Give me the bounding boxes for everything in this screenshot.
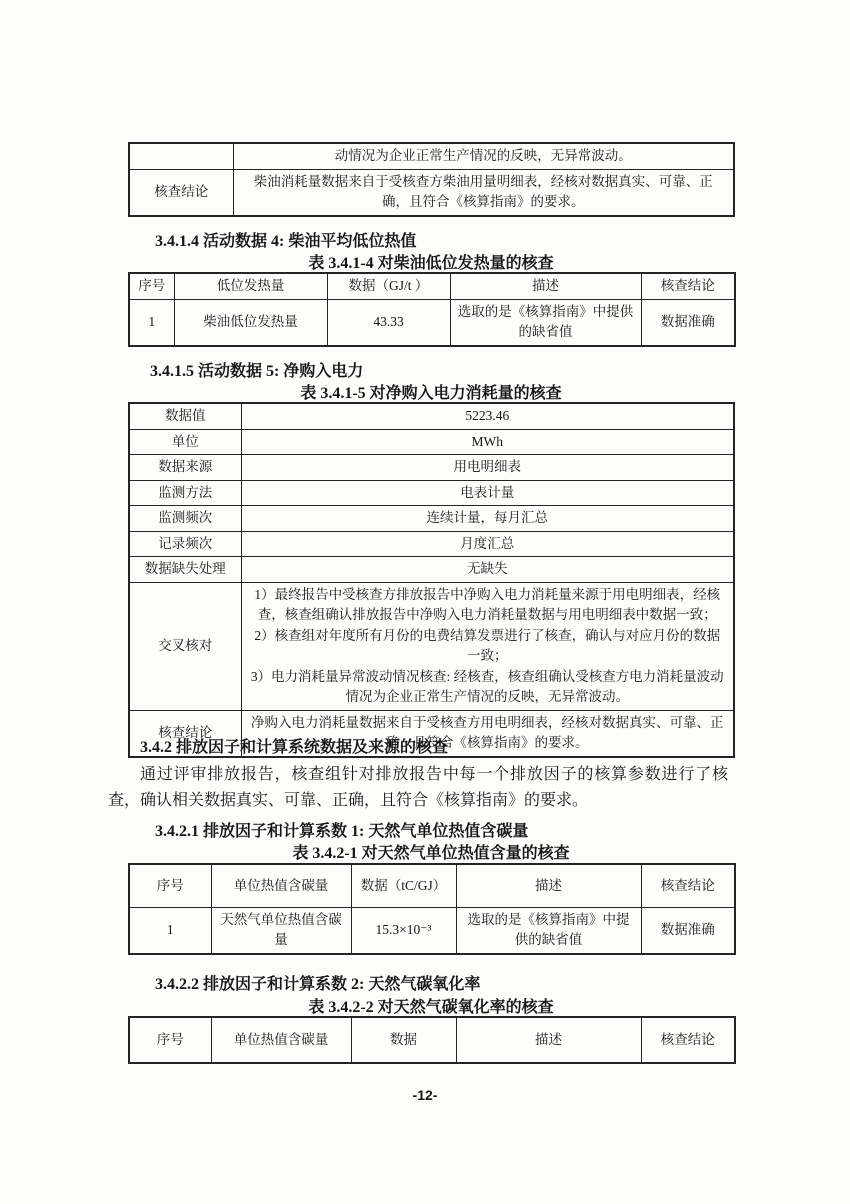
cell-desc: 选取的是《核算指南》中提供的缺省值 bbox=[450, 299, 641, 346]
table-row bbox=[129, 907, 735, 954]
header-cell-conclusion: 核查结论 bbox=[641, 1017, 735, 1063]
header-cell-param: 单位热值含碳量 bbox=[211, 864, 351, 907]
kv-label-cell: 单位 bbox=[129, 429, 241, 455]
table-row bbox=[129, 143, 734, 169]
table-row bbox=[129, 403, 734, 429]
conclusion-value-cell: 净购入电力消耗量数据来自于受核查方用电明细表，经核对数据真实、可靠、正确，且符合《核算指南》的要求。 bbox=[241, 710, 734, 757]
header-cell-data: 数据 bbox=[351, 1017, 456, 1063]
cross-check-item-3: 3）电力消耗量异常波动情况核查: 经核查，核查组确认受核查方电力消耗量波动情况为企业正常生产情况的反映，无异常波动。 bbox=[250, 668, 724, 704]
kv-label-cell: 数据缺失处理 bbox=[129, 557, 241, 583]
cell-conclusion: 数据准确 bbox=[641, 299, 735, 346]
header-cell-data: 数据（tC/GJ） bbox=[351, 864, 456, 907]
table-diesel-conclusion-continued bbox=[128, 142, 735, 217]
table-caption-3-4-1-5: 表 3.4.1-5 对净购入电力消耗量的核查 bbox=[300, 385, 562, 402]
cell-seq: 1 bbox=[129, 299, 174, 346]
kv-value-cell: 月度汇总 bbox=[241, 531, 734, 557]
header-cell-seq: 序号 bbox=[129, 864, 211, 907]
empty-label-cell bbox=[129, 143, 233, 169]
kv-label-cell: 监测频次 bbox=[129, 506, 241, 532]
cell-param: 天然气单位热值含碳量 bbox=[211, 907, 351, 954]
cell-param: 柴油低位发热量 bbox=[174, 299, 327, 346]
conclusion-label-cell: 核查结论 bbox=[129, 710, 241, 757]
cell-desc: 选取的是《核算指南》中提供的缺省值 bbox=[456, 907, 641, 954]
kv-label-cell: 数据来源 bbox=[129, 455, 241, 481]
section-heading-3-4-1-4: 3.4.1.4 活动数据 4: 柴油平均低位热值 bbox=[155, 233, 417, 250]
header-cell-desc: 描述 bbox=[450, 273, 641, 299]
table-row bbox=[129, 480, 734, 506]
conclusion-value-cell: 柴油消耗量数据来自于受核查方柴油用量明细表，经核对数据真实、可靠、正确，且符合《核算指南》的要求。 bbox=[233, 169, 734, 216]
table-row bbox=[129, 169, 734, 216]
table-row bbox=[129, 557, 734, 583]
section-paragraph-3-4-2: 通过评审排放报告，核查组针对排放报告中每一个排放因子的核算参数进行了核查，确认相关数据真实、可靠、正确，且符合《核算指南》的要求。 bbox=[108, 766, 728, 809]
table-caption-3-4-2-1: 表 3.4.2-1 对天然气单位热值含量的核查 bbox=[292, 845, 570, 862]
table-caption-3-4-1-4: 表 3.4.1-4 对柴油低位发热量的核查 bbox=[308, 255, 554, 272]
kv-value-cell: 连续计量，每月汇总 bbox=[241, 506, 734, 532]
kv-value-cell: MWh bbox=[241, 429, 734, 455]
table-header-row bbox=[129, 273, 735, 299]
table-row bbox=[129, 531, 734, 557]
kv-value-cell: 无缺失 bbox=[241, 557, 734, 583]
table-ng-carbon-content bbox=[128, 863, 736, 955]
section-heading-3-4-1-5: 3.4.1.5 活动数据 5: 净购入电力 bbox=[150, 363, 364, 380]
table-row bbox=[129, 506, 734, 532]
section-heading-3-4-2-2: 3.4.2.2 排放因子和计算系数 2: 天然气碳氧化率 bbox=[155, 976, 481, 993]
kv-value-cell: 5223.46 bbox=[241, 403, 734, 429]
overflow-text-cell: 动情况为企业正常生产情况的反映，无异常波动。 bbox=[233, 143, 734, 169]
page-number: -12- bbox=[412, 1087, 438, 1103]
table-diesel-heating-value bbox=[128, 272, 736, 347]
kv-value-cell: 用电明细表 bbox=[241, 455, 734, 481]
header-cell-param: 低位发热量 bbox=[174, 273, 327, 299]
table-caption-3-4-2-2: 表 3.4.2-2 对天然气碳氧化率的核查 bbox=[308, 999, 554, 1016]
kv-label-cell: 监测方法 bbox=[129, 480, 241, 506]
table-purchased-electricity bbox=[128, 402, 735, 758]
header-cell-conclusion: 核查结论 bbox=[641, 864, 735, 907]
section-heading-3-4-2-1: 3.4.2.1 排放因子和计算系数 1: 天然气单位热值含碳量 bbox=[155, 823, 529, 840]
header-cell-param: 单位热值含碳量 bbox=[211, 1017, 351, 1063]
cross-check-label-cell: 交叉核对 bbox=[129, 582, 241, 710]
header-cell-data: 数据（GJ/t ） bbox=[327, 273, 450, 299]
header-cell-conclusion: 核查结论 bbox=[641, 273, 735, 299]
cross-check-item-1: 1）最终报告中受核查方排放报告中净购入电力消耗量来源于用电明细表，经核查，核查组确认排放报告中净购入电力消耗量数据与用电明细表中数据一致； bbox=[254, 586, 721, 622]
cell-data: 15.3×10⁻³ bbox=[351, 907, 456, 954]
table-header-row bbox=[129, 864, 735, 907]
cell-conclusion: 数据准确 bbox=[641, 907, 735, 954]
table-row bbox=[129, 455, 734, 481]
table-row-cross-check bbox=[129, 582, 734, 710]
cell-data: 43.33 bbox=[327, 299, 450, 346]
kv-label-cell: 记录频次 bbox=[129, 531, 241, 557]
header-cell-seq: 序号 bbox=[129, 1017, 211, 1063]
table-ng-oxidation-rate bbox=[128, 1016, 736, 1064]
cross-check-value-cell bbox=[241, 582, 734, 710]
section-heading-3-4-2: 3.4.2 排放因子和计算系统数据及来源的核查 bbox=[140, 739, 449, 756]
conclusion-label-cell: 核查结论 bbox=[129, 169, 233, 216]
cross-check-item-2: 2）核查组对年度所有月份的电费结算发票进行了核查，确认与对应月份的数据一致； bbox=[254, 627, 721, 663]
kv-label-cell: 数据值 bbox=[129, 403, 241, 429]
table-header-row bbox=[129, 1017, 735, 1063]
kv-value-cell: 电表计量 bbox=[241, 480, 734, 506]
header-cell-desc: 描述 bbox=[456, 1017, 641, 1063]
table-row bbox=[129, 429, 734, 455]
table-row bbox=[129, 299, 735, 346]
header-cell-seq: 序号 bbox=[129, 273, 174, 299]
header-cell-desc: 描述 bbox=[456, 864, 641, 907]
cell-seq: 1 bbox=[129, 907, 211, 954]
